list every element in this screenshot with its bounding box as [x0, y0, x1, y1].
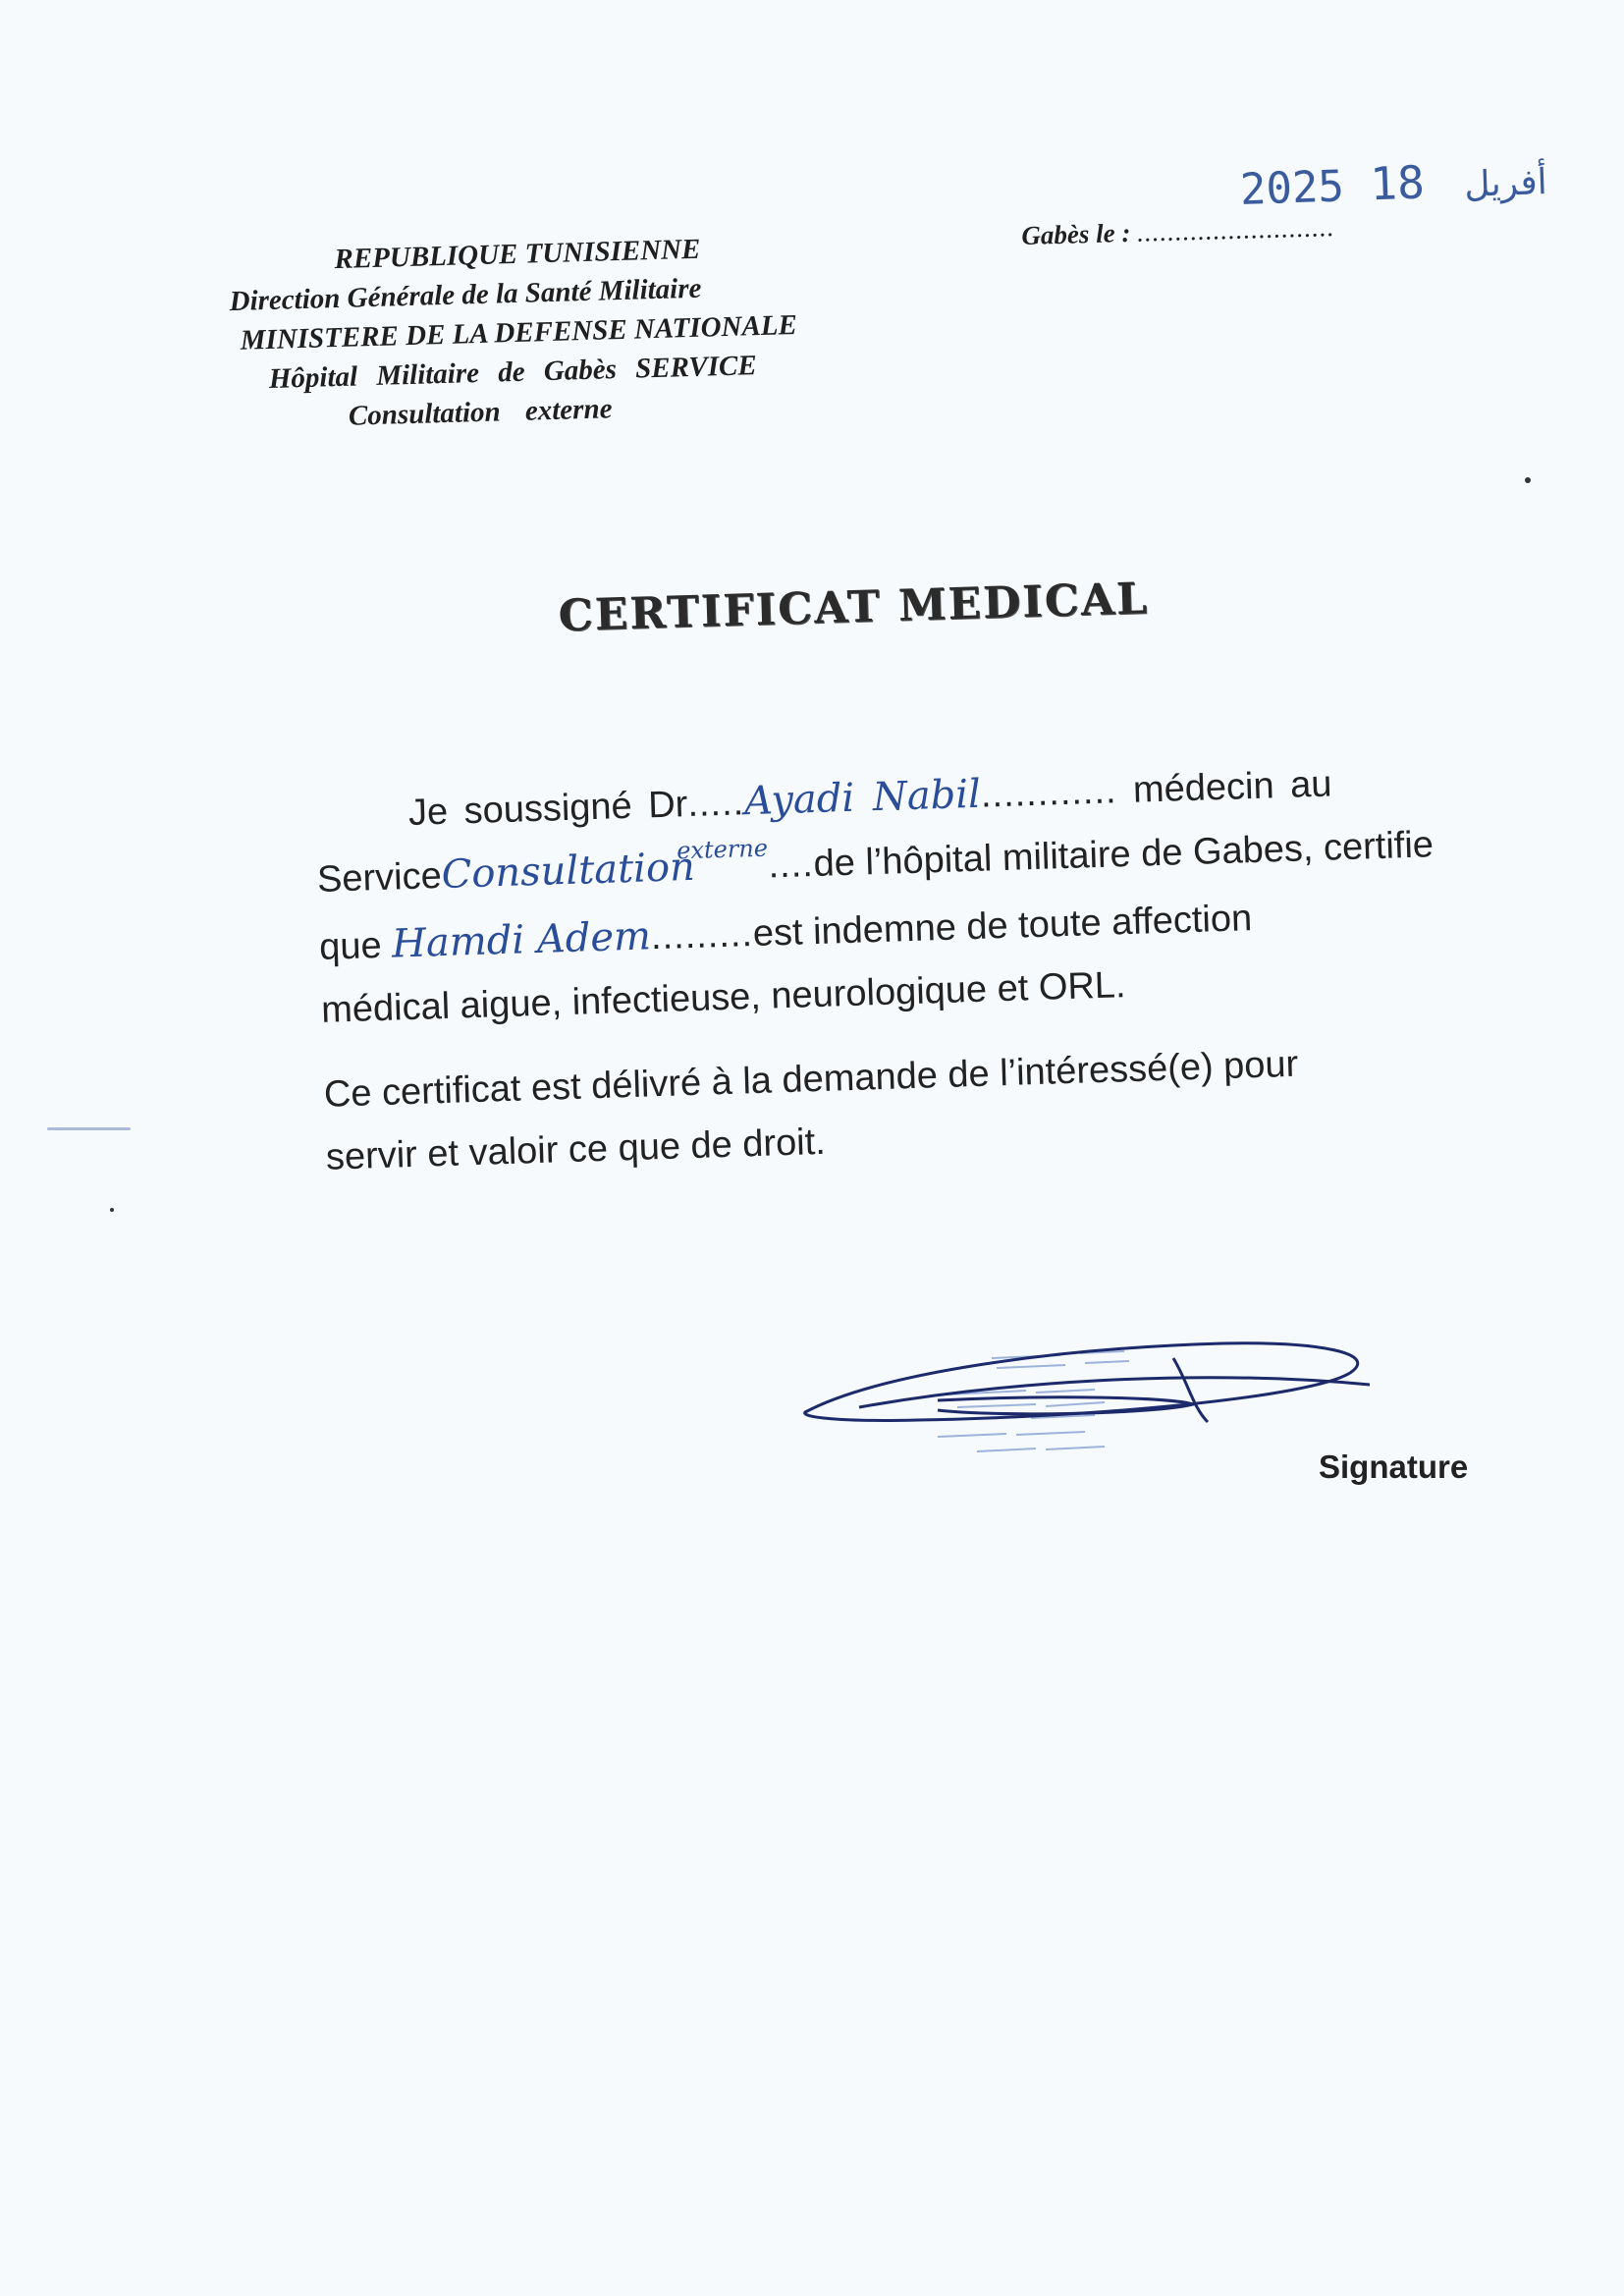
patient-name-handwritten: Hamdi Adem [391, 913, 652, 967]
header-direction: Direction Générale de la Santé Militaire [229, 272, 702, 318]
closing-line-2: servir et valoir ce que de droit. [325, 1121, 827, 1178]
body-line-3: que Hamdi Adem.........est indemne de toute affection [318, 898, 1253, 968]
service-suffix: de l’hôpital militaire de Gabes, certifie [813, 824, 1435, 886]
service-prefix: Service [316, 854, 443, 901]
paper-speck [1525, 477, 1531, 483]
signature-ink [805, 1343, 1370, 1422]
header-ministry: MINISTERE DE LA DEFENSE NATIONALE [240, 308, 798, 356]
doctor-suffix: médecin au [1132, 763, 1333, 811]
signature-label: Signature [1319, 1449, 1469, 1485]
service-handwritten: Consultation [440, 844, 696, 898]
body-line-1: Je soussigné Dr.....Ayadi Nabil............ médecin au [407, 763, 1333, 834]
paper-speck [110, 1208, 114, 1212]
date-line [1021, 212, 1335, 251]
closing-paragraph [323, 1026, 1504, 1189]
date-stamp [1239, 151, 1561, 215]
closing-line-1: Ce certificat est délivré à la demande de l’intéressé(e) pour [323, 1043, 1299, 1116]
body-line-4: médical aigue, infectieuse, neurologique et ORL. [320, 964, 1127, 1031]
stamp-month: أفريل [1463, 162, 1548, 205]
signature-with-stamp [800, 1314, 1409, 1491]
header-hospital: Hôpital Militaire de Gabès SERVICE [268, 350, 758, 395]
patient-suffix: est indemne de toute affection [752, 898, 1253, 956]
header-service: Consultation externe [348, 393, 613, 432]
header-republic: REPUBLIQUE TUNISIENNE [334, 233, 701, 276]
date-dots: .......................... [1136, 212, 1335, 247]
institution-header [196, 226, 830, 440]
service-handwritten-extra: externe [676, 834, 769, 865]
doctor-prefix: Je soussigné Dr [407, 784, 688, 834]
patient-prefix: que [318, 924, 383, 968]
body-line-2: ServiceConsultation$^{externe}$....de l’hôpital militaire de Gabes, certifie [316, 824, 1435, 901]
date-label: Gabès le : [1021, 217, 1131, 250]
document-title: CERTIFICAT MEDICAL [558, 574, 1150, 641]
stamp-year: 2025 [1239, 161, 1345, 215]
stamp-day: 18 [1369, 155, 1426, 211]
doctor-name-handwritten: Ayadi Nabil [743, 771, 982, 825]
certificate-body [314, 746, 1504, 1188]
margin-pen-mark [47, 1127, 131, 1130]
